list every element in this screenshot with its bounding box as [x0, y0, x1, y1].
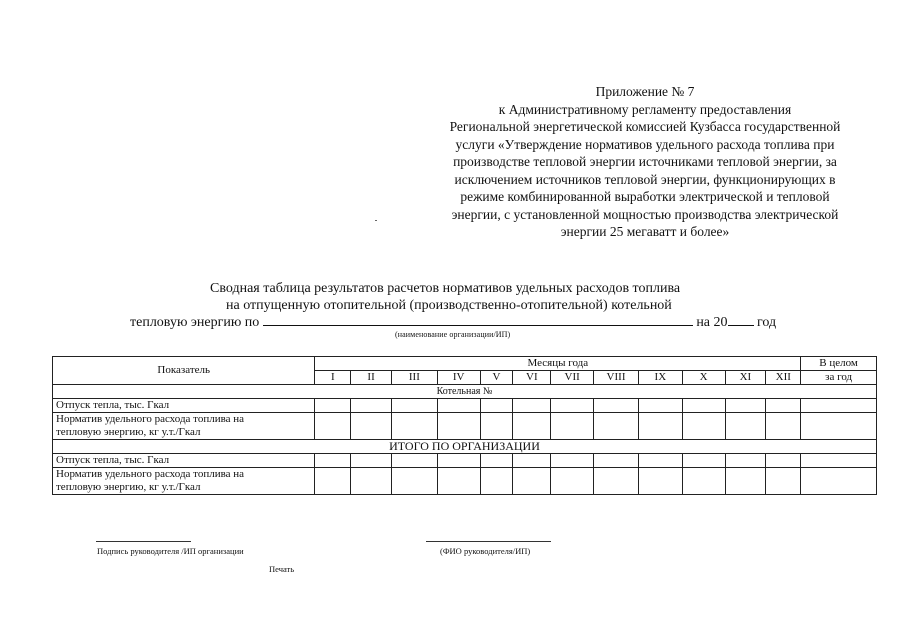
value-cell[interactable] [391, 468, 437, 495]
value-cell[interactable] [480, 399, 513, 413]
appendix-block [420, 83, 870, 241]
appendix-line: исключением источников тепловой энергии, функционирующих в [454, 171, 836, 187]
value-cell[interactable] [638, 468, 682, 495]
value-cell[interactable] [315, 413, 351, 440]
name-label: (ФИО руководителя/ИП) [440, 546, 531, 556]
row-norm-line-1: Норматив удельного расхода топлива на [56, 468, 245, 480]
value-cell[interactable] [315, 399, 351, 413]
title-line-2: на отпущенную отопительной (производственно-отопительной) котельной [226, 298, 672, 313]
results-table [52, 356, 877, 495]
value-cell[interactable] [351, 454, 392, 468]
title-year-prefix: на 20 [696, 315, 728, 330]
value-cell[interactable] [682, 399, 725, 413]
row-heat-label: Отпуск тепла, тыс. Гкал [53, 399, 315, 413]
title-prefix: тепловую энергию по [130, 315, 260, 330]
value-cell[interactable] [725, 468, 766, 495]
row-norm-line-2: тепловую энергию, кг у.т./Гкал [56, 426, 201, 438]
month-header: X [682, 371, 725, 385]
appendix-line: энергии 25 мегаватт и более» [560, 224, 730, 239]
value-cell[interactable] [480, 454, 513, 468]
value-cell[interactable] [638, 413, 682, 440]
appendix-line: режиме комбинированной выработки электрической и тепловой [460, 189, 830, 204]
scan-speck [375, 220, 377, 221]
value-cell[interactable] [594, 399, 639, 413]
value-cell[interactable] [551, 454, 594, 468]
value-cell[interactable] [513, 468, 551, 495]
value-cell[interactable] [766, 454, 801, 468]
value-cell[interactable] [351, 399, 392, 413]
value-cell[interactable] [513, 399, 551, 413]
appendix-line: к Административному регламенту предоставления [498, 101, 792, 117]
row-norm-line-2: тепловую энергию, кг у.т./Гкал [56, 481, 201, 493]
value-cell[interactable] [594, 468, 639, 495]
stamp-label: Печать [269, 564, 295, 574]
value-cell[interactable] [766, 468, 801, 495]
indicator-header: Показатель [53, 357, 315, 385]
value-cell[interactable] [766, 399, 801, 413]
value-cell[interactable] [682, 468, 725, 495]
organization-hint: (наименование организации/ИП) [395, 330, 511, 339]
value-cell[interactable] [391, 454, 437, 468]
appendix-line: Региональной энергетической комиссией Кузбасса государственной [449, 119, 841, 134]
value-cell[interactable] [480, 413, 513, 440]
month-header: XII [766, 371, 801, 385]
months-header: Месяцы года [315, 357, 801, 371]
value-cell[interactable] [801, 413, 877, 440]
appendix-line: Приложение № 7 [595, 84, 695, 99]
value-cell[interactable] [480, 468, 513, 495]
month-header: VIII [594, 371, 639, 385]
value-cell[interactable] [315, 468, 351, 495]
value-cell[interactable] [351, 468, 392, 495]
month-header: VI [513, 371, 551, 385]
table-row [53, 468, 877, 495]
row-norm-line-1: Норматив удельного расхода топлива на [56, 413, 245, 425]
month-header: III [391, 371, 437, 385]
value-cell[interactable] [725, 454, 766, 468]
value-cell[interactable] [391, 399, 437, 413]
month-header: VII [551, 371, 594, 385]
year-field[interactable] [728, 314, 754, 326]
signature-label: Подпись руководителя /ИП организации [97, 546, 244, 556]
year-total-header-2: за год [801, 371, 877, 385]
value-cell[interactable] [551, 413, 594, 440]
appendix-line: энергии, с установленной мощностью производства электрической [451, 206, 839, 222]
header-row [53, 357, 877, 371]
value-cell[interactable] [801, 454, 877, 468]
appendix-line: услуги «Утверждение нормативов удельного расхода топлива при [455, 136, 835, 152]
appendix-line: производстве тепловой энергии источниками тепловой энергии, за [453, 154, 837, 169]
boiler-row [53, 385, 877, 399]
value-cell[interactable] [315, 454, 351, 468]
month-header: V [480, 371, 513, 385]
value-cell[interactable] [513, 413, 551, 440]
value-cell[interactable] [437, 399, 480, 413]
org-total-row [53, 440, 877, 454]
year-total-header: В целом [801, 357, 877, 371]
value-cell[interactable] [551, 399, 594, 413]
value-cell[interactable] [391, 413, 437, 440]
month-header: IX [638, 371, 682, 385]
month-header: II [351, 371, 392, 385]
value-cell[interactable] [437, 454, 480, 468]
value-cell[interactable] [437, 468, 480, 495]
boiler-label: Котельная № [53, 385, 877, 399]
title-line-1: Сводная таблица результатов расчетов нормативов удельных расходов топлива [210, 281, 681, 296]
name-line[interactable] [426, 541, 551, 542]
row-heat-label: Отпуск тепла, тыс. Гкал [53, 454, 315, 468]
value-cell[interactable] [801, 468, 877, 495]
row-norm-label [53, 413, 315, 440]
value-cell[interactable] [513, 454, 551, 468]
value-cell[interactable] [682, 413, 725, 440]
title-line-3 [130, 314, 777, 331]
value-cell[interactable] [766, 413, 801, 440]
value-cell[interactable] [725, 413, 766, 440]
signature-line[interactable] [96, 541, 191, 542]
value-cell[interactable] [638, 454, 682, 468]
month-header: XI [725, 371, 766, 385]
table-row [53, 399, 877, 413]
value-cell[interactable] [551, 468, 594, 495]
value-cell[interactable] [351, 413, 392, 440]
month-header: I [315, 371, 351, 385]
organization-name-field[interactable] [263, 314, 693, 326]
row-norm-label [53, 468, 315, 495]
value-cell[interactable] [725, 399, 766, 413]
table-row [53, 454, 877, 468]
org-total-label: ИТОГО ПО ОРГАНИЗАЦИИ [53, 440, 877, 454]
value-cell[interactable] [437, 413, 480, 440]
value-cell[interactable] [638, 399, 682, 413]
value-cell[interactable] [594, 413, 639, 440]
title-year-suffix: год [757, 315, 777, 330]
value-cell[interactable] [594, 454, 639, 468]
value-cell[interactable] [801, 399, 877, 413]
table-row [53, 413, 877, 440]
document-title [130, 280, 777, 331]
value-cell[interactable] [682, 454, 725, 468]
month-header: IV [437, 371, 480, 385]
